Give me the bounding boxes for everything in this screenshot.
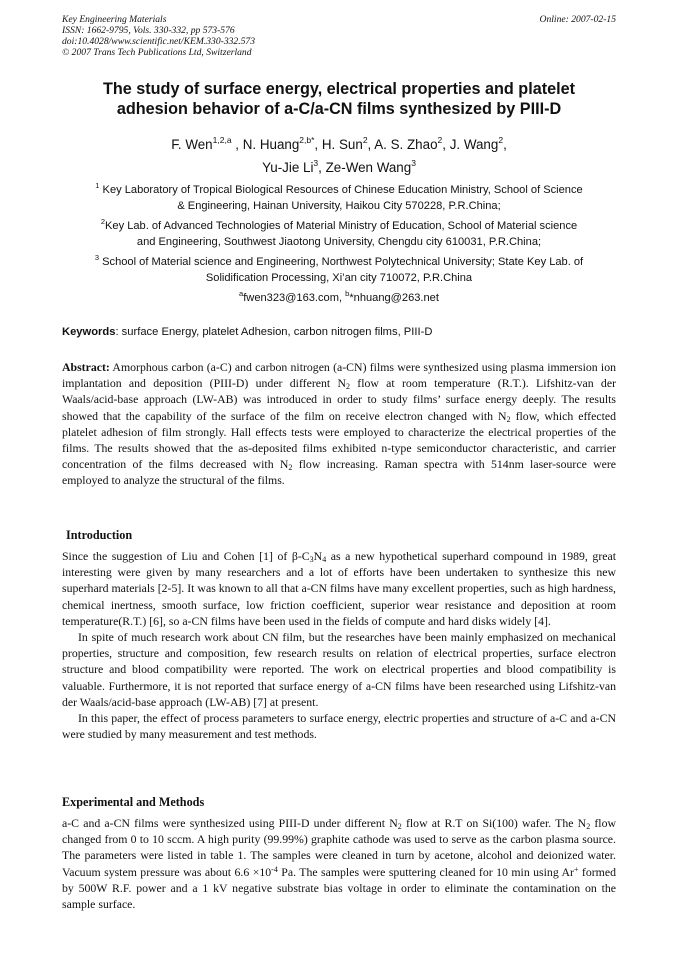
author-name: A. S. Zhao [374,137,438,152]
abstract-text: flow at room temperature (R.T.). Lifshitz-van der Waals/acid-base approach (LW-AB) was introduced in order to study films’ surface energy deeply. The results showed that the capability of the surface of the film on receive electron changed with N [62,376,616,423]
subscript: 2 [288,463,293,473]
intro-paragraph-2: In spite of much research work about CN film, but the researches have been mainly emphasized on mechanical properties, structure and composition, few research results on relation of electrical properties, surface electron structure and blood compatibility were reported. The work on electrical properties and blood compatibility is valuable. Furthermore, it is not reported that surface energy of a-CN films have been researched using Lifshitz-van der Waals/acid-base approach (LW-AB) [7] at present. [62,630,616,709]
keywords [62,325,616,339]
affiliation-line [62,254,616,270]
affiliation-text: & Engineering, Hainan University, Haikou City 570228, P.R.China; [177,200,501,212]
author-affiliation-mark: 2 [362,135,368,145]
affiliation-text: and Engineering, Southwest Jiaotong University, Chengdu city 610031, P.R.China; [136,236,542,248]
intro-text: as a new hypothetical superhard compound in 1989, great interesting were given by many researchers and a lot of efforts have been undertaken to synthesize this new superhard materials [2-5]. It was known to all that a-CN films have many excellent properties, such as high hardness, chemical inertness, smooth surface, low friction coefficient, superior wear resistance and deposition at room temperature(R.T.) [6], so a-CN films have been used in the fields of compute and hard disks widely [4]. [62,549,616,628]
intro-text: N [313,549,323,563]
intro-paragraph-3: In this paper, the effect of process parameters to surface energy, electric properties and structure of a-C and a-CN were studied by many measurement and test methods. [62,711,616,742]
affiliation-mark: 3 [94,253,100,262]
subscript: 4 [322,555,327,564]
abstract [62,359,616,489]
journal-info [62,14,255,58]
journal-issn: ISSN: 1662-9795, Vols. 330-332, pp 573-576 [62,25,235,36]
superscript: + [573,864,579,874]
author-affiliation-mark: 2,b* [299,135,315,145]
abstract-label: Abstract: [62,360,110,374]
author-name: N. Huang [242,137,300,152]
affiliation-mark: 1 [95,181,100,190]
subscript: 2 [506,414,511,424]
abstract-text: Amorphous carbon (a-C) and carbon nitrogen (a-CN) films were synthesized using plasma immersion ion implantation and deposition (PIII-D) under different N [62,360,616,391]
author-name: Ze-Wen Wang [325,160,412,175]
methods-text: Pa. The samples were sputtering cleaned for 10 min using Ar [277,864,574,879]
title-line-1: The study of surface energy, electrical properties and platelet [103,80,575,98]
intro-paragraph-1 [62,548,616,629]
author-affiliation-mark: 2 [437,135,443,145]
author-affiliation-mark: 1,2,a [212,135,232,145]
author-affiliation-mark: 3 [411,158,416,168]
author-line-2: Yu-Jie Li$^3$, Ze-Wen Wang$^3$ [262,158,416,175]
affiliation-text: School of Material science and Engineering, Northwest Polytechnical University; State Key Lab. of [102,256,584,268]
methods-heading: Experimental and Methods [62,795,205,809]
paper-title [62,79,616,119]
intro-text: Since the suggestion of Liu and Cohen [1] of β-C [62,549,310,563]
author-affiliation-mark: 3 [313,158,319,168]
methods-text: a-C and a-CN films were synthesized using PIII-D under different N [62,816,398,830]
email-mark: b [345,289,350,298]
author-name: Yu-Jie Li [262,160,314,175]
email-address: fwen323@163.com, [243,292,343,304]
affiliation-2 [62,218,616,250]
affiliation-text: Solidification Processing, Xi’an city 710072, P.R.China [205,272,473,284]
subscript: 3 [309,555,314,564]
affiliation-text: Key Laboratory of Tropical Biological Resources of Chinese Education Ministry, School of Science [102,184,583,196]
keywords-label: Keywords [62,326,116,338]
affiliation-line [62,182,616,198]
journal-name: Key Engineering Materials [62,14,167,25]
author-line-1: F. Wen$^{1,2,a}$ , N. Huang$^{2,b*}$, H. Sun$^2$, A. S. Zhao$^2$, J. Wang$^2$, [171,135,507,152]
introduction-body [62,548,616,742]
methods-text: flow changed from 0 to 10 sccm. A high purity (99.99%) graphite cathode was used to serve as the carbon plasma source. The parameters were listed in table 1. The samples were cleaned in turn by acetone, alcohol and deionized water. Vacuum system pressure was about 6.6 ×10 [62,816,616,879]
author-name: F. Wen [171,137,213,152]
methods-paragraph-1 [62,815,616,912]
subscript: 2 [397,822,402,831]
affiliation-mark: 2 [100,217,105,226]
subscript: 2 [345,382,350,392]
affiliation-line [62,218,616,234]
email-address: *nhuang@263.net [349,292,439,304]
affiliation-text: Key Lab. of Advanced Technologies of Material Ministry of Education, School of Material science [105,220,578,232]
abstract-text: flow increasing. Raman spectra with 514nm laser-source were employed to analyze the structural of the films. [62,457,617,488]
methods-text: formed by 500W R.F. power and a 1 kV negative substrate bias voltage in order to eliminate the contamination on the sample surface. [62,864,616,912]
journal-copyright: © 2007 Trans Tech Publications Ltd, Switzerland [62,47,252,58]
online-date: Online: 2007-02-15 [539,14,616,25]
subscript: 2 [586,822,591,831]
introduction-heading: Introduction [66,528,133,542]
author-name: H. Sun [321,137,363,152]
author-emails [62,290,616,306]
superscript: -4 [271,864,278,874]
affiliation-3 [62,254,616,286]
author-list [62,133,616,179]
email-mark: a [239,289,244,298]
author-name: J. Wang [449,137,499,152]
methods-text: flow at R.T on Si(100) wafer. The N [401,816,587,830]
author-affiliation-mark: 2 [498,135,504,145]
methods-body [62,815,616,912]
abstract-paragraph [62,359,616,489]
affiliation-1 [62,182,616,214]
journal-doi: doi:10.4028/www.scientific.net/KEM.330-332.573 [62,36,256,47]
abstract-text: flow, which effected platelet adhesion of film strongly. Hall effects tests were employed to characterize the electrical properties of the films. The results showed that the as-deposited films exhibited n-type semiconductor characteristic, and carrier concentration of the films decreased with N [62,408,616,472]
title-line-2: adhesion behavior of a-C/a-CN films synthesized by PIII-D [116,100,562,118]
keywords-text: : surface Energy, platelet Adhesion, carbon nitrogen films, PIII-D [115,326,433,338]
